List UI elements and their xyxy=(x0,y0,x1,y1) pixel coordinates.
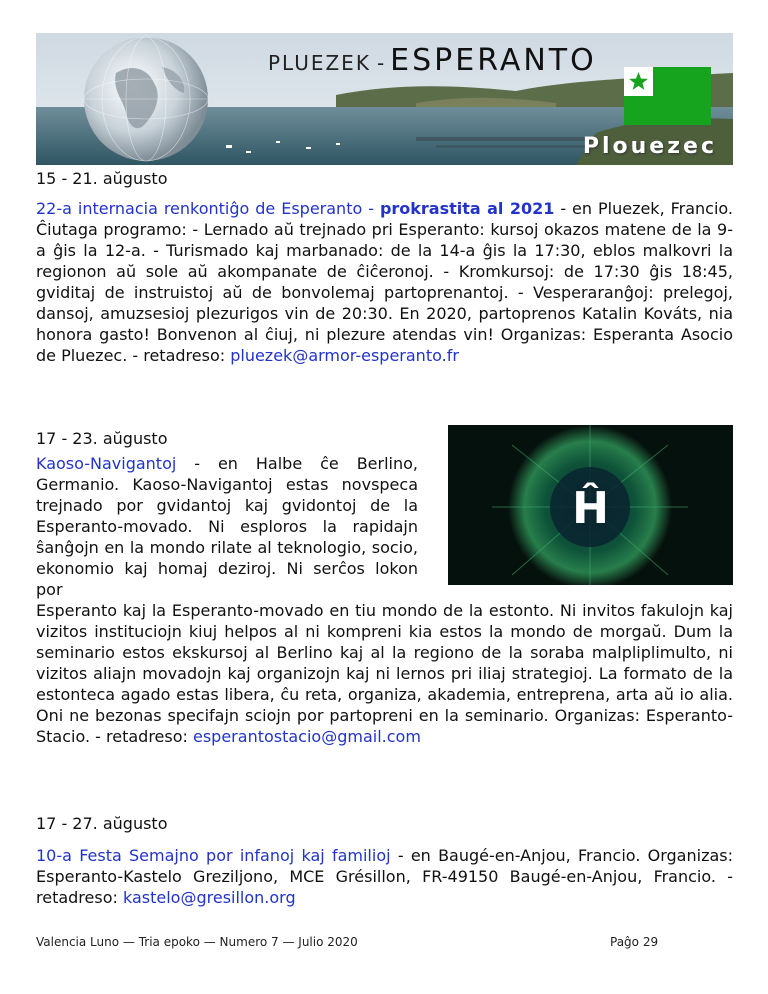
footer-publication: Valencia Luno — Tria epoko — Numero 7 — Julio 2020 xyxy=(36,935,358,949)
event-1-title-link[interactable]: 22-a internacia renkontiĝo de Esperanto xyxy=(36,199,363,218)
esperanto-flag-icon xyxy=(624,67,711,125)
banner-title-separator: - xyxy=(376,51,385,75)
event-3-date: 17 - 27. aŭgusto xyxy=(36,814,168,833)
event-2-body-part2: Esperanto kaj la Esperanto-movado en tiu mondo de la estonto. Ni invitos fakulojn kaj vizitos instituciojn kiuj helpos al ni kompreni kia estos la mondo de morgaŭ. Dum la seminario estos ekskursoj al Berlino kaj al la regiono de la soraba malpliplimulto, ni vizitos aliajn movadojn kaj organizojn kaj ni lernos pri iliaj strategioj. La formato de la estonteca agado estas libera, ĉu reta, organiza, akademia, entreprena, arta aŭ io alia. Oni ne bezonas specifajn sciojn por partopreni en la seminario. Organizas: Esperanto-Stacio. - retadreso: xyxy=(36,601,733,746)
event-1-email-link[interactable]: pluezek@armor-esperanto.fr xyxy=(230,346,459,365)
event-1-date: 15 - 21. aŭgusto xyxy=(36,169,168,188)
kaos-image-letter: Ĥ xyxy=(572,482,609,534)
banner-town: Plouezec xyxy=(582,134,717,159)
flag-canton xyxy=(624,67,653,96)
banner-title-big: ESPERANTO xyxy=(390,43,597,78)
event-2-description-full xyxy=(36,600,733,747)
green-star-icon xyxy=(628,71,649,92)
event-3-description xyxy=(36,845,733,908)
banner-title xyxy=(268,43,597,83)
event-3-body: - en Baugé-en-Anjou, Francio. Organizas: Esperanto-Kastelo Greziljono, MCE Grésillon, FR-49150 Baugé-en-Anjou, Francio. - retadreso: xyxy=(36,846,733,907)
event-1-status[interactable]: prokrastita al 2021 xyxy=(379,199,555,218)
kaos-navigantoj-image xyxy=(448,425,733,585)
event-2-description-wrapped xyxy=(36,453,418,600)
event-1-description xyxy=(36,198,733,366)
event-2-date: 17 - 23. aŭgusto xyxy=(36,429,168,448)
footer-page-number: Paĝo 29 xyxy=(610,935,659,949)
event-2-title-link[interactable]: Kaoso-Navigantoj xyxy=(36,454,177,473)
event-2-email-link[interactable]: esperantostacio@gmail.com xyxy=(193,727,421,746)
header-banner xyxy=(36,33,733,165)
event-1-dash: - xyxy=(362,199,380,218)
event-3-title-link[interactable]: 10-a Festa Semajno por infanoj kaj familioj xyxy=(36,846,391,865)
event-2-body-part1: - en Halbe ĉe Berlino, Germanio. Kaoso-Navigantoj estas novspeca trejnado por gvidantoj kaj gvidontoj de la Esperanto-movado. Ni esploros la rapidajn ŝanĝojn en la mondo rilate al teknologio, socio, ekonomio kaj homaj deziroj. Ni serĉos lokon por xyxy=(36,454,418,599)
event-1-body: - en Pluezek, Francio. Ĉiutaga programo: - Lernado aŭ trejnado pri Esperanto: kursoj okazos matene de la 9-a ĝis la 12-a. - Turismado kaj marbanado: de la 14-a ĝis la 17:30, eblos malkovri la regionon aŭ sole aŭ akompanate de ĉiĉeronoj. - Kromkursoj: de 17:30 ĝis 18:45, gviditaj de instruistoj aŭ de bonvolemaj partoprenantoj. - Vesperaranĝoj: prelegoj, dansoj, amuzsesioj plezurigos vin de 20:30. En 2020, partoprenos Katalin Kováts, nia honora gasto! Bonvenon al ĉiuj, ni plezure atendas vin! Organizas: Esperanta Asocio de Pluezec. - retadreso: xyxy=(36,199,734,365)
event-3-email-link[interactable]: kastelo@gresillon.org xyxy=(122,888,296,907)
banner-title-small: PLUEZEK xyxy=(268,51,371,75)
